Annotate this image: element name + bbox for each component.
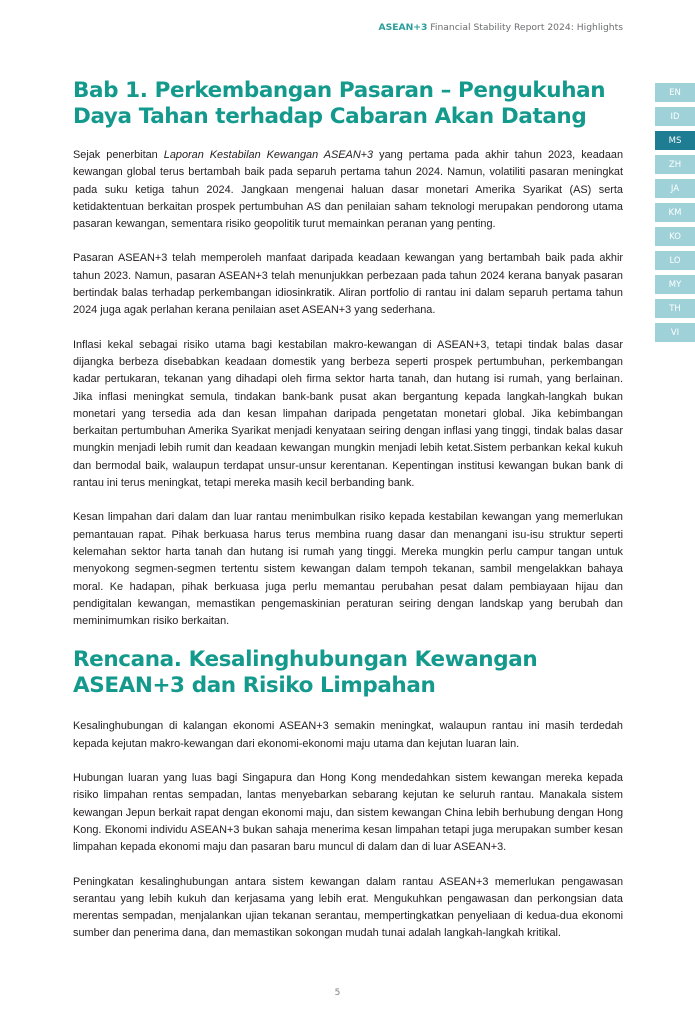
section-feature	[73, 647, 623, 942]
report-title: Financial Stability Report 2024: Highlights	[430, 22, 623, 33]
lang-tab-lo[interactable]: LO	[655, 251, 695, 270]
lang-tab-ko[interactable]: KO	[655, 227, 695, 246]
paragraph-text: Sejak penerbitan	[73, 149, 164, 161]
report-brand: ASEAN+3	[378, 22, 428, 33]
lang-tab-zh[interactable]: ZH	[655, 155, 695, 174]
lang-tab-id[interactable]: ID	[655, 107, 695, 126]
lang-tab-my[interactable]: MY	[655, 275, 695, 294]
feature-title: Rencana. Kesalinghubungan Kewangan ASEAN+3 dan Risiko Limpahan	[73, 647, 538, 699]
lang-tab-km[interactable]: KM	[655, 203, 695, 222]
page-number: 5	[334, 988, 341, 998]
chapter-1-paragraph-1	[73, 147, 623, 233]
feature-paragraph-1: Kesalinghubungan di kalangan ekonomi ASEAN+3 semakin meningkat, walaupun rantau ini masih terdedah kepada kejutan makro-kewangan dari ekonomi-ekonomi maju utama dan kejutan luaran lain.	[73, 720, 623, 750]
chapter-1-paragraph-3: Inflasi kekal sebagai risiko utama bagi kestabilan makro-kewangan di ASEAN+3, tetapi tindak balas dasar dijangka berbeza disebabkan keadaan domestik yang berbeza seperti prospek pertumbuhan, perkembangan kadar pertukaran, tekanan yang dihadapi oleh firma sektor harta tanah, dan hutang isi rumah, yang berlainan. Jika inflasi meningkat semula, tindakan bank-bank pusat akan bergantung kepada langkah-langkah bukan monetari yang tersedia ada dan kesan limpahan daripada pengetatan monetari global. Jika kebimbangan berkaitan pertumbuhan Amerika Syarikat menjadi kenyataan seiring dengan inflasi yang tinggi, tindak balas dasar mungkin menjadi lebih rumit dan keadaan kewangan mungkin menjadi lebih ketat.Sistem perbankan kekal kukuh dan bermodal baik, walaupun terdapat unsur-unsur kerentanan. Kepentingan institusi kewangan bukan bank di rantau ini terus meningkat, tetapi mereka masih kecil berbanding bank.	[73, 338, 623, 490]
running-header	[378, 22, 623, 33]
section-chapter-1	[73, 78, 623, 630]
chapter-1-paragraph-4: Kesan limpahan dari dalam dan luar rantau menimbulkan risiko kepada kestabilan kewangan yang memerlukan pemantauan rapat. Pihak berkuasa harus terus membina ruang dasar dan menangani isu-isu struktur seperti kelemahan sektor harta tanah dan hutang isi rumah yang tinggi. Mereka mungkin perlu campur tangan untuk menyokong segmen-segmen tertentu sistem kewangan dalam tempoh tekanan, sambil mengelakkan bahaya moral. Ke hadapan, pihak berkuasa juga perlu memantau perubahan pesat dalam pembiayaan hijau dan pendigitalan kewangan, memastikan pengemaskinian peraturan seiring dengan landskap yang berubah dan meminimumkan risiko berkaitan.	[73, 511, 623, 628]
lang-tab-vi[interactable]: VI	[655, 323, 695, 342]
lang-tab-th[interactable]: TH	[655, 299, 695, 318]
feature-paragraph-3: Peningkatan kesalinghubungan antara sistem kewangan dalam rantau ASEAN+3 memerlukan pengawasan serantau yang lebih kukuh dan kerjasama yang lebih erat. Mengukuhkan pengawasan dan perkongsian data merentas sempadan, menjalankan ujian tekanan serantau, mempertingkatkan penyeliaan di kedua-dua ekonomi sumber dan penerima dana, dan memastikan sokongan mudah tunai adalah langkah-langkah kritikal.	[73, 875, 623, 940]
page-content	[73, 78, 623, 960]
lang-tab-ja[interactable]: JA	[655, 179, 695, 198]
publication-title: Laporan Kestabilan Kewangan ASEAN+3	[163, 149, 374, 161]
paragraph-text: yang pertama pada akhir tahun 2023, keadaan kewangan global terus bertambah baik pada separuh pertama tahun 2024. Namun, volatiliti pasaran meningkat pada suku ketiga tahun 2024. Jangkaan mengenai haluan dasar monetari Amerika Syarikat (AS) serta ketidaktentuan berkaitan prospek pertumbuhan AS dan penilaian saham teknologi merupakan pendorong utama pasaran kewangan, sementara risiko geopolitik turut memainkan peranan yang penting.	[73, 149, 624, 231]
chapter-1-paragraph-2: Pasaran ASEAN+3 telah memperoleh manfaat daripada keadaan kewangan yang bertambah baik pada akhir tahun 2023. Namun, pasaran ASEAN+3 telah menunjukkan perbezaan pada tahun 2024 kerana banyak pasaran bertindak balas terhadap perkembangan idiosinkratik. Aliran portfolio di rantau ini dalam separuh pertama tahun 2024 juga agak perlahan kerana penilaian aset ASEAN+3 yang sederhana.	[73, 252, 623, 317]
lang-tab-en[interactable]: EN	[655, 83, 695, 102]
lang-tab-ms[interactable]: MS	[655, 131, 695, 150]
feature-paragraph-2: Hubungan luaran yang luas bagi Singapura dan Hong Kong mendedahkan sistem kewangan mereka kepada risiko limpahan rentas sempadan, lantas menyebarkan sebarang kejutan ke seluruh rantau. Manakala sistem kewangan Jepun berkait rapat dengan ekonomi maju, dan sistem kewangan China lebih berhubung dengan Hong Kong. Ekonomi individu ASEAN+3 bukan sahaja menerima kesan limpahan tetapi juga merupakan sumber kesan limpahan kepada ekonomi maju dan pasaran baru muncul di dalam dan di luar ASEAN+3.	[73, 772, 623, 854]
language-nav	[655, 83, 695, 342]
chapter-1-title: Bab 1. Perkembangan Pasaran – Pengukuhan Daya Tahan terhadap Cabaran Akan Datang	[73, 78, 606, 129]
